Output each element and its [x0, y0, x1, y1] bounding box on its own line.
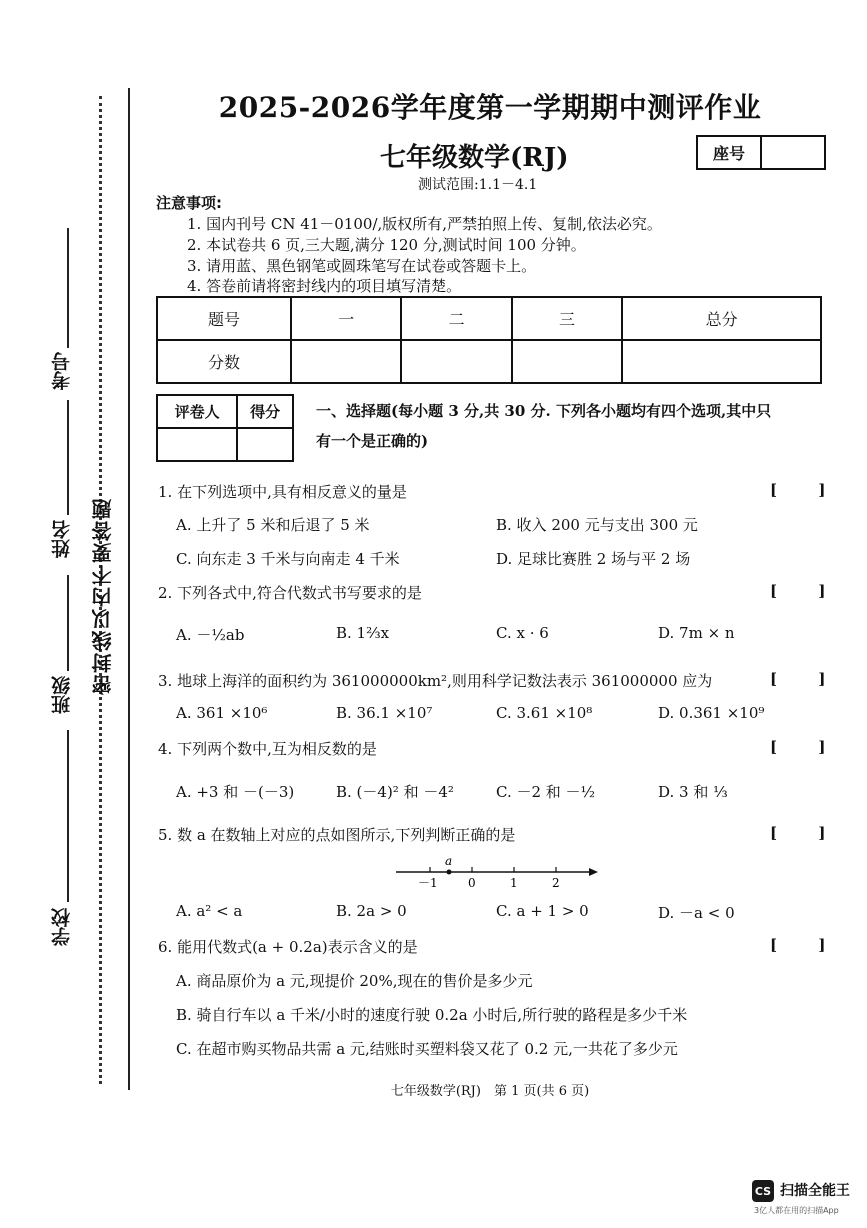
option[interactable]: C. a + 1 > 0 — [496, 902, 589, 920]
answer-bracket[interactable]: [ ] — [770, 582, 844, 600]
xingming-field[interactable] — [67, 400, 69, 515]
notice-item: 2. 本试卷共 6 页,三大题,满分 120 分,测试时间 100 分钟。 — [187, 236, 586, 254]
answer-bracket[interactable]: [ ] — [770, 936, 844, 954]
score-table — [156, 296, 822, 384]
binding-rule — [128, 88, 130, 1090]
scanner-tagline: 3亿人都在用的扫描App — [754, 1206, 839, 1215]
answer-bracket[interactable]: [ ] — [770, 670, 844, 688]
answer-bracket[interactable]: [ ] — [770, 481, 844, 499]
notice-item: 3. 请用蓝、黑色钢笔或圆珠笔写在试卷或答题卡上。 — [187, 257, 537, 275]
option[interactable]: C. －2 和 －½ — [496, 783, 596, 801]
option[interactable]: A. －½ab — [176, 626, 245, 644]
score-header-cell: 三 — [512, 297, 622, 340]
seat-label: 座号 — [698, 137, 762, 168]
option[interactable]: B. 骑自行车以 a 千米/小时的速度行驶 0.2a 小时后,所行驶的路程是多少千米 — [176, 1006, 688, 1024]
question-1: 1. 在下列选项中,具有相反意义的量是 — [158, 483, 407, 501]
option[interactable]: D. －a < 0 — [658, 904, 735, 922]
option[interactable]: B. 2a > 0 — [336, 902, 407, 920]
banji-label: 班级 — [51, 676, 73, 714]
answer-bracket[interactable]: [ ] — [770, 738, 844, 756]
answer-bracket[interactable]: [ ] — [770, 824, 844, 842]
question-2: 2. 下列各式中,符合代数式书写要求的是 — [158, 584, 422, 602]
grader-cell[interactable] — [157, 428, 237, 461]
option[interactable]: B. 收入 200 元与支出 300 元 — [496, 516, 698, 534]
notice-item: 4. 答卷前请将密封线内的项目填写清楚。 — [187, 277, 462, 295]
seal-warning-text: 密封线以内不要答题 — [91, 497, 115, 695]
score-cell[interactable] — [401, 340, 511, 383]
tick-label: 0 — [468, 876, 476, 890]
kaohao-label: 考号 — [51, 352, 73, 390]
score-cell[interactable] — [512, 340, 622, 383]
grader-header: 得分 — [237, 395, 293, 428]
score-header-cell: 一 — [291, 297, 401, 340]
section-line: 一、选择题(每小题 3 分,共 30 分. 下列各小题均有四个选项,其中只 — [316, 402, 772, 420]
option[interactable]: D. 足球比赛胜 2 场与平 2 场 — [496, 550, 691, 568]
option[interactable]: D. 3 和 ⅓ — [658, 783, 728, 801]
banji-field[interactable] — [67, 575, 69, 671]
option[interactable]: A. +3 和 －(－3) — [176, 783, 295, 801]
scanner-name: 扫描全能王 — [780, 1183, 850, 1199]
option[interactable]: C. 向东走 3 千米与向南走 4 千米 — [176, 550, 400, 568]
option[interactable]: A. a² < a — [176, 902, 243, 920]
exam-subtitle: 七年级数学(RJ) — [380, 143, 569, 173]
score-header-cell: 题号 — [157, 297, 291, 340]
grader-header: 评卷人 — [157, 395, 237, 428]
grader-cell[interactable] — [237, 428, 293, 461]
score-cell[interactable] — [291, 340, 401, 383]
page-footer: 七年级数学(RJ) 第 1 页(共 6 页) — [390, 1084, 590, 1099]
notice-item: 1. 国内刊号 CN 41－0100/,版权所有,严禁拍照上传、复制,依法必究。 — [187, 215, 662, 233]
point-a — [447, 870, 452, 875]
score-cell[interactable] — [622, 340, 821, 383]
option[interactable]: D. 7m × n — [658, 624, 735, 642]
xingming-label: 姓名 — [51, 520, 73, 558]
score-header-cell: 总分 — [622, 297, 821, 340]
option[interactable]: C. x · 6 — [496, 624, 549, 642]
exam-title: 2025-2026学年度第一学期期中测评作业 — [218, 91, 762, 124]
xuexiao-field[interactable] — [67, 730, 69, 902]
option[interactable]: A. 上升了 5 米和后退了 5 米 — [176, 516, 370, 534]
notice-heading: 注意事项: — [156, 194, 222, 212]
score-row-label: 分数 — [157, 340, 291, 383]
scanner-logo-icon: CS — [752, 1180, 774, 1202]
option[interactable]: B. 36.1 ×10⁷ — [336, 704, 433, 722]
option[interactable]: C. 3.61 ×10⁸ — [496, 704, 593, 722]
question-5: 5. 数 a 在数轴上对应的点如图所示,下列判断正确的是 — [158, 826, 516, 844]
kaohao-field[interactable] — [67, 228, 69, 348]
question-3: 3. 地球上海洋的面积约为 361000000km²,则用科学记数法表示 361000000 应为 — [158, 672, 713, 690]
option[interactable]: B. 1⅔x — [336, 624, 390, 642]
number-line-arrow — [589, 868, 598, 876]
xuexiao-label: 学校 — [51, 908, 73, 946]
section-line: 有一个是正确的) — [316, 432, 429, 450]
question-6: 6. 能用代数式(a + 0.2a)表示含义的是 — [158, 938, 418, 956]
tick-label: 1 — [510, 876, 518, 890]
option[interactable]: C. 在超市购买物品共需 a 元,结账时买塑料袋又花了 0.2 元,一共花了多少元 — [176, 1040, 678, 1058]
point-a-label: a — [445, 854, 453, 868]
score-header-cell: 二 — [401, 297, 511, 340]
section-instructions — [316, 396, 826, 456]
seat-input[interactable] — [762, 137, 824, 168]
option[interactable]: D. 0.361 ×10⁹ — [658, 704, 765, 722]
question-4: 4. 下列两个数中,互为相反数的是 — [158, 740, 377, 758]
option[interactable]: A. 商品原价为 a 元,现提价 20%,现在的售价是多少元 — [176, 972, 533, 990]
tick-label: 2 — [552, 876, 560, 890]
number-line-figure — [392, 854, 602, 890]
seat-number-box — [696, 135, 826, 170]
option[interactable]: B. (－4)² 和 －4² — [336, 783, 454, 801]
tick-label: －1 — [418, 876, 438, 890]
test-range: 测试范围:1.1－4.1 — [418, 177, 538, 193]
grader-table — [156, 394, 294, 462]
option[interactable]: A. 361 ×10⁶ — [176, 704, 268, 722]
